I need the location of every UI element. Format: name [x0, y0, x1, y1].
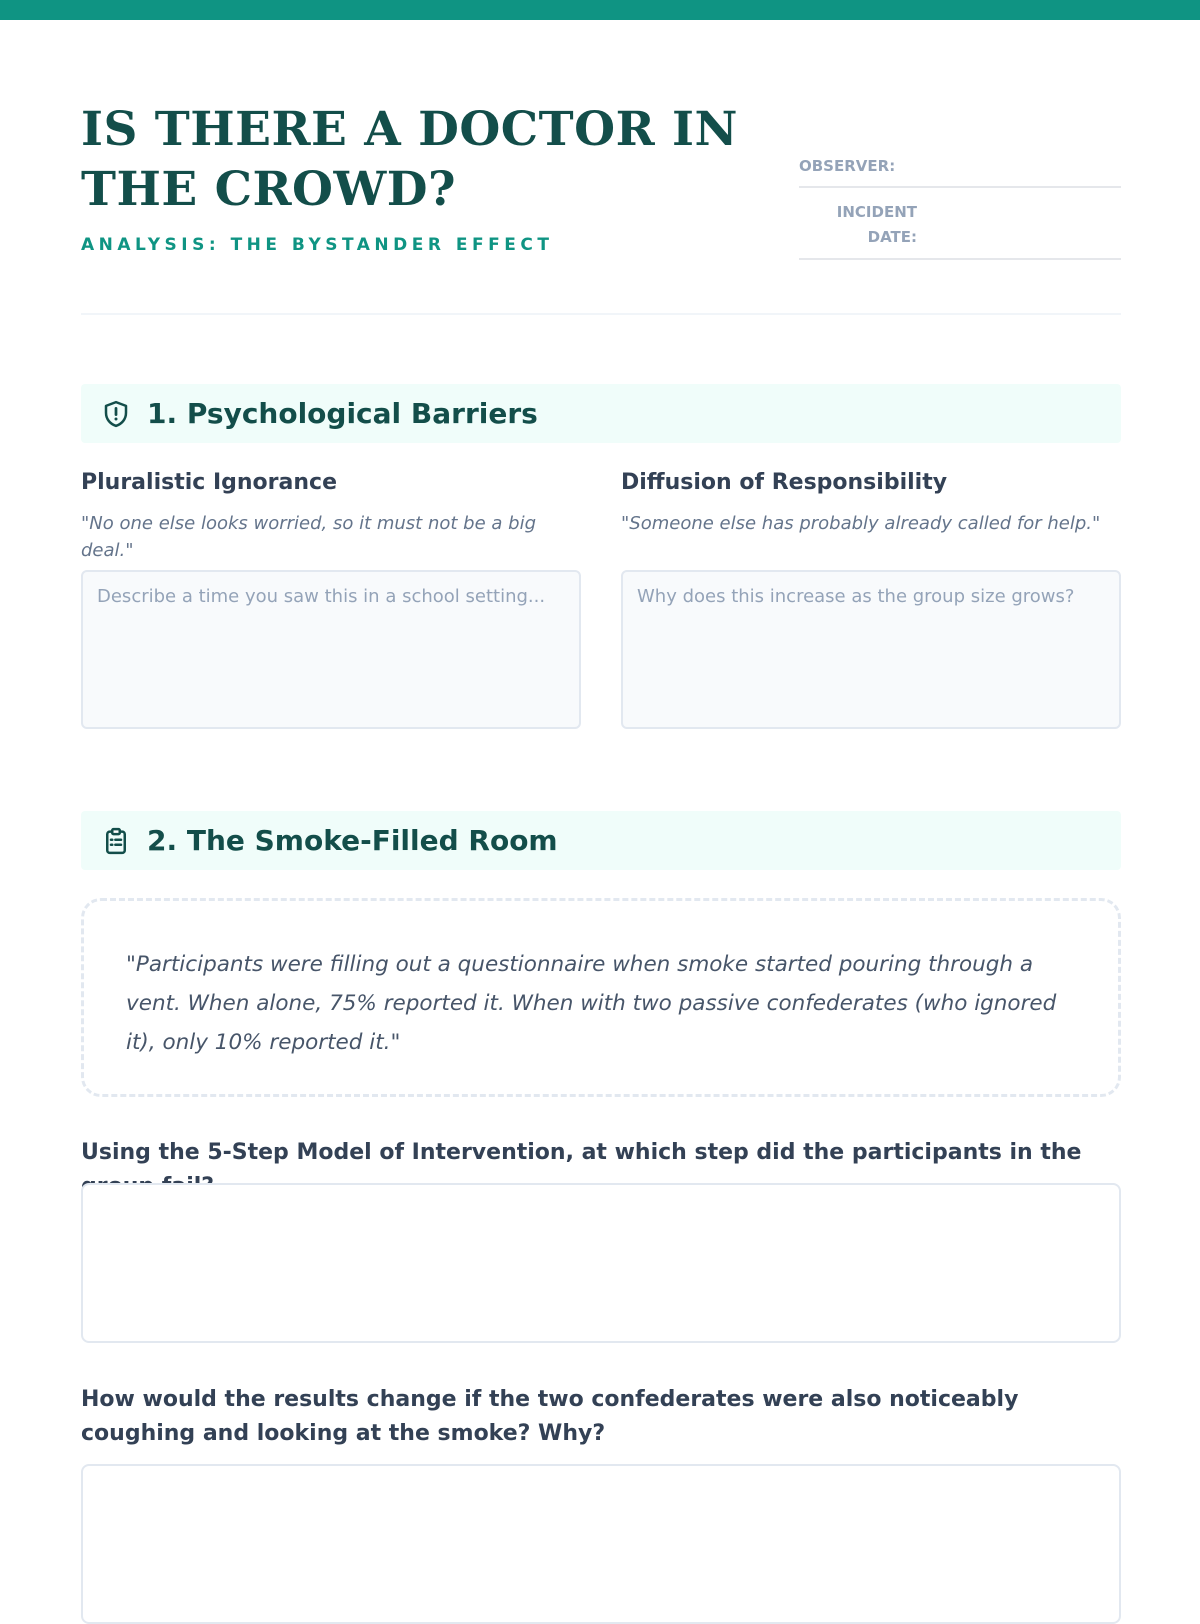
- page-subtitle: ANALYSIS: THE BYSTANDER EFFECT: [81, 235, 554, 255]
- incident-date-label: INCIDENT DATE:: [836, 203, 917, 246]
- question-intervention-step: Using the 5-Step Model of Intervention, at which step did the participants in the: [81, 1140, 1082, 1165]
- question-confederates-coughing: How would the results change if the two confederates were also noticeably coughing and looking at the smoke? Why?: [81, 1387, 1019, 1446]
- intervention-step-answer[interactable]: [81, 1183, 1121, 1343]
- pluralistic-ignorance-input[interactable]: [81, 570, 581, 729]
- section-title: 1. Psychological Barriers: [147, 397, 538, 430]
- section-psychological-barriers: [81, 384, 1121, 443]
- worksheet-header: [81, 100, 1121, 315]
- case-study-quote: "Participants were filling out a questionnaire when smoke started pouring through a vent. When alone, 75% reported it. When with two passive confederates (who ignored it), only 10% reported it.": [81, 898, 1121, 1097]
- diffusion-of-responsibility-input[interactable]: [621, 570, 1121, 729]
- column-title: Diffusion of Responsibility: [621, 470, 948, 495]
- shield-alert-icon: [101, 399, 131, 429]
- diffusion-of-responsibility-column: [621, 470, 1121, 729]
- observer-field[interactable]: [799, 150, 1121, 188]
- meta-fields: [799, 150, 1121, 260]
- section-smoke-filled-room: [81, 811, 1121, 870]
- confederates-coughing-answer[interactable]: [81, 1464, 1121, 1624]
- page-title: IS THERE A DOCTOR IN THE CROWD?: [81, 102, 738, 217]
- pluralistic-ignorance-column: [81, 470, 581, 729]
- clipboard-list-icon: [101, 826, 131, 856]
- column-title: Pluralistic Ignorance: [81, 470, 337, 495]
- observer-label: OBSERVER:: [799, 157, 896, 175]
- section-title: 2. The Smoke-Filled Room: [147, 824, 558, 857]
- incident-date-field[interactable]: [799, 188, 1121, 260]
- header-divider: [81, 313, 1121, 315]
- column-quote: "No one else looks worried, so it must not be a big deal.": [81, 513, 536, 561]
- column-quote: "Someone else has probably already called for help.": [621, 513, 1101, 534]
- top-accent-bar: [0, 0, 1200, 20]
